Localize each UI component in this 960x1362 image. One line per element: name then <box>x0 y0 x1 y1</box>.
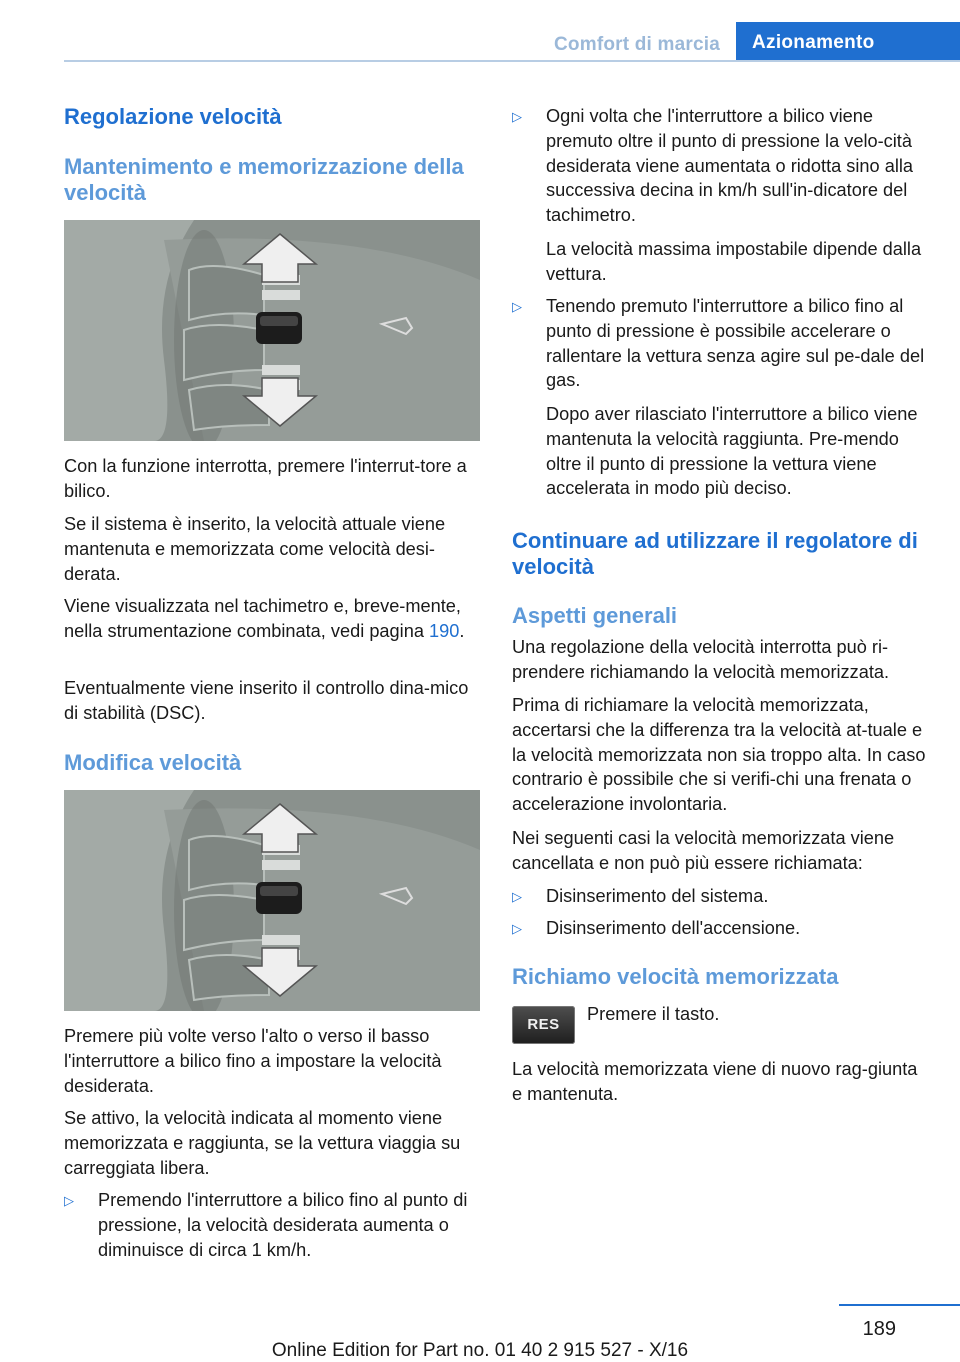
heading-modifica-velocita: Modifica velocità <box>64 750 242 775</box>
res-button-icon <box>512 1006 575 1044</box>
steering-wheel-photo-2 <box>64 790 480 1011</box>
paragraph-premere-tasto: Premere il tasto. <box>587 1004 720 1024</box>
page-number: 189 <box>862 1318 896 1340</box>
bullet-triangle-icon: ▷ <box>512 889 522 904</box>
bullet-triangle-icon: ▷ <box>64 1193 74 1208</box>
tab-azionamento[interactable]: Azionamento <box>736 22 960 62</box>
paragraph-dsc: Eventualmente viene inserito il controllo dina‐mico di stabilità (DSC). <box>64 678 469 723</box>
list-item-text: Disinserimento del sistema. <box>546 886 769 906</box>
footer-edition: Online Edition for Part no. 01 40 2 915 527 - X/16 <box>271 1340 689 1361</box>
paragraph-velocita-raggiunta: La velocità memorizzata viene di nuovo rag‐giunta e mantenuta. <box>512 1059 918 1104</box>
heading-mantenimento: Mantenimento e memorizzazione della velocità <box>64 154 464 205</box>
heading-richiamo-velocita: Richiamo velocità memorizzata <box>512 964 839 989</box>
steering-wheel-photo-1 <box>64 220 480 441</box>
res-button-label: RES <box>527 1016 560 1033</box>
bullet-triangle-icon: ▷ <box>512 299 522 314</box>
paragraph-premere-piu-volte: Premere più volte verso l'alto o verso il basso l'interruttore a bilico fino a impostare la velocità desiderata. <box>64 1026 442 1096</box>
bullet-triangle-icon: ▷ <box>512 109 522 124</box>
page-link-190[interactable]: 190 <box>429 620 460 641</box>
footer-rule <box>839 1304 960 1306</box>
paragraph-prima-di-richiamare: Prima di richiamare la velocità memorizzata, accertarsi che la differenza tra la velocità at‐tuale e la velocità memorizzata non sia troppo alta. In caso contrario è possibile che si verifi‐chi una frenata o accelerazione involontaria. <box>512 695 926 815</box>
header-rule <box>64 60 960 62</box>
heading-continuare: Continuare ad utilizzare il regolatore di velocità <box>512 528 918 579</box>
paragraph-period: . <box>459 620 465 641</box>
section-label[interactable]: Comfort di marcia <box>554 34 720 55</box>
paragraph-sistema-inserito: Se il sistema è inserito, la velocità attuale viene mantenuta e memorizzata come velocità desi‐derata. <box>64 514 446 584</box>
heading-aspetti-generali: Aspetti generali <box>512 603 678 628</box>
list-item-text: Ogni volta che l'interruttore a bilico viene premuto oltre il punto di pressione la velo‐cità desiderata viene aumentata o ridotta sino alla successiva decina in km/h sull'in‐dicatore del tachimetro. <box>546 106 914 226</box>
list-item-subparagraph: La velocità massima impostabile dipende dalla vettura. <box>546 239 922 284</box>
steering-wheel-illustration-1 <box>64 220 480 441</box>
paragraph-seguenti-casi: Nei seguenti casi la velocità memorizzata viene cancellata e non può più essere richiamata: <box>512 828 895 873</box>
paragraph-visualizzata <box>64 594 480 644</box>
paragraph-se-attivo: Se attivo, la velocità indicata al momento viene memorizzata e raggiunta, se la vettura viaggia su carreggiata libera. <box>64 1108 461 1178</box>
list-item-subparagraph: Dopo aver rilasciato l'interruttore a bilico viene mantenuta la velocità raggiunta. Pre‐mendo oltre il punto di pressione la vettura viene accelerata in modo più deciso. <box>546 404 918 499</box>
heading-regolazione-velocita: Regolazione velocità <box>64 104 282 129</box>
list-item-text: Disinserimento dell'accensione. <box>546 918 801 938</box>
paragraph-funzione-interrotta: Con la funzione interrotta, premere l'interrut‐tore a bilico. <box>64 456 467 501</box>
page-header <box>64 22 960 62</box>
steering-wheel-illustration-2 <box>64 790 480 1011</box>
list-item-text: Tenendo premuto l'interruttore a bilico fino al punto di pressione è possibile accelerare o rallentare la vettura senza agire sul pe‐dale del gas. <box>546 296 925 391</box>
list-item-text: Premendo l'interruttore a bilico fino al punto di pressione, la velocità desiderata aumenta o diminuisce di circa 1 km/h. <box>98 1190 468 1260</box>
bullet-triangle-icon: ▷ <box>512 921 522 936</box>
paragraph-visualizzata-text: Viene visualizzata nel tachimetro e, breve‐mente, nella strumentazione combinata, vedi pagina <box>64 596 461 641</box>
paragraph-regolazione-interrotta: Una regolazione della velocità interrotta può ri‐prendere richiamando la velocità memorizzata. <box>512 637 890 682</box>
